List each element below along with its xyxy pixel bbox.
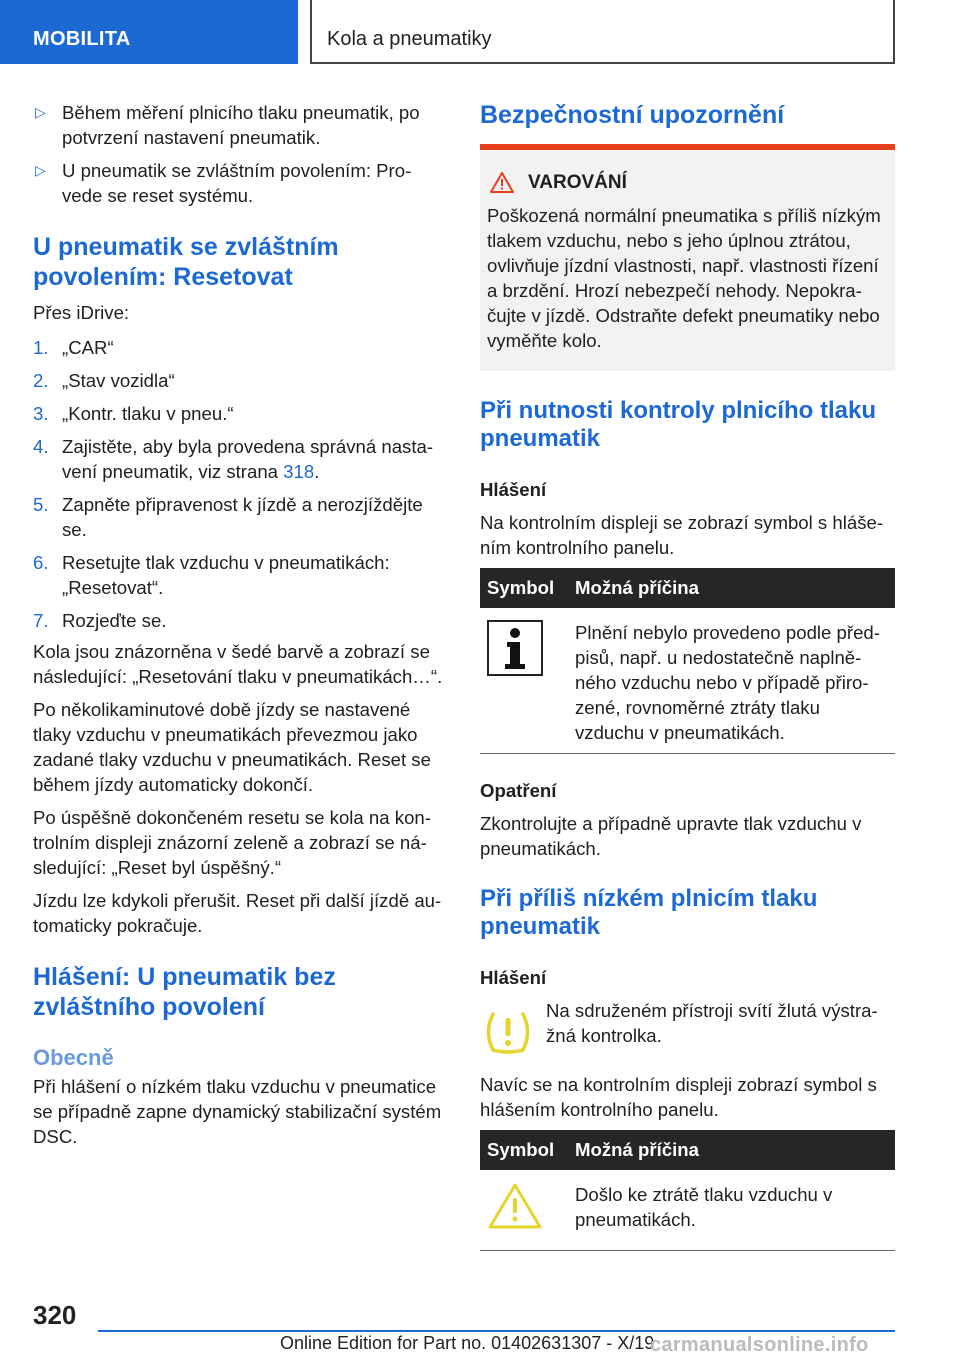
- col-cause: Možná příčina: [568, 568, 895, 608]
- warning-text: Poškozená normální pneumatika s příliš nízkým tlakem vzduchu, nebo s jeho úplnou ztrátou, ovlivňuje jízdní vlastnosti, např. vlastnosti řízení a brzdění. Hrozí nebezpečí nehody. Nepokra-čujte v jízdě. Odstraňte defekt pneumatiky nebo vyměňte kolo.: [487, 205, 881, 351]
- table-row: [480, 1170, 895, 1251]
- list-item: ▷ U pneumatik se zvláštním povolením: Pro-vede se reset systému.: [35, 160, 412, 206]
- condition-list: [33, 100, 448, 208]
- page-link[interactable]: 318: [283, 461, 315, 482]
- edition-text: Online Edition for Part no. 01402631307 - X/19: [280, 1333, 655, 1353]
- list-item: 7. Rozjeďte se.: [33, 610, 167, 631]
- measure-label: Opatření: [480, 780, 557, 801]
- tire-pressure-warning-icon: [480, 1006, 536, 1058]
- triangle-bullet-icon: ▷: [35, 162, 46, 178]
- paragraph: Navíc se na kontrolním displeji zobrazí symbol s hlášením kontrolního panelu.: [480, 1074, 877, 1120]
- cause-cell: Plnění nebylo provedeno podle před-pisů, např. u nedostatečně naplně-ného vzduchu nebo v případě přiro-zené, rovnoměrné ztráty tlaku vzduchu v pneumatikách.: [568, 608, 895, 754]
- heading-low: Při příliš nízkém plnicím tlaku pneumatik: [480, 885, 818, 940]
- paragraph: Na kontrolním displeji se zobrazí symbol s hláše-ním kontrolního panelu.: [480, 512, 884, 558]
- via-idrive: Přes iDrive:: [33, 302, 130, 323]
- message-label: Hlášení: [480, 967, 547, 988]
- paragraph: Zkontrolujte a případně upravte tlak vzduchu v pneumatikách.: [480, 813, 862, 859]
- cause-cell: Došlo ke ztrátě tlaku vzduchu v pneumatikách.: [568, 1170, 895, 1251]
- col-cause: Možná příčina: [568, 1130, 895, 1170]
- list-item: 6. Resetujte tlak vzduchu v pneumatikách: „Resetovat“.: [33, 552, 390, 598]
- table-row: [480, 608, 895, 754]
- chapter-title: Kola a pneumatiky: [310, 0, 895, 64]
- list-item: 3. „Kontr. tlaku v pneu.“: [33, 403, 234, 424]
- watermark: carmanualsonline.info: [650, 1334, 869, 1356]
- list-item: 2. „Stav vozidla“: [33, 370, 175, 391]
- message-label: Hlášení: [480, 479, 547, 500]
- lamp-text: Na sdruženém přístroji svítí žlutá výstra-žná kontrolka.: [546, 1000, 878, 1046]
- lamp-row: [480, 998, 895, 1058]
- paragraph: Při hlášení o nízkém tlaku vzduchu v pneumatice se případně zapne dynamický stabilizační systém DSC.: [33, 1076, 442, 1147]
- right-column: [480, 100, 895, 1251]
- paragraph: Po několikaminutové době jízdy se nastavené tlaky vzduchu v pneumatikách převezmou jako zadané tlaky vzduchu v pneumatikách. Reset se během jízdy automaticky dokončí.: [33, 699, 431, 795]
- heading-check: Při nutnosti kontroly plnicího tlaku pneumatik: [480, 397, 877, 452]
- page-number: 320: [33, 1300, 77, 1330]
- warning-box: [480, 144, 895, 371]
- section-tab: MOBILITA: [0, 0, 298, 64]
- heading-reset: U pneumatik se zvláštním povolením: Resetovat: [33, 233, 339, 291]
- table-header: [480, 1130, 895, 1170]
- heading-safety: Bezpečnostní upozornění: [480, 101, 785, 129]
- list-item: 4. Zajistěte, aby byla provedena správná nasta-vení pneumatik, viz strana 318.: [33, 436, 434, 482]
- paragraph: Jízdu lze kdykoli přerušit. Reset při další jízdě au-tomaticky pokračuje.: [33, 890, 442, 936]
- paragraph: Kola jsou znázorněna v šedé barvě a zobrazí se následující: „Resetování tlaku v pneumatikách…“.: [33, 641, 443, 687]
- warning-triangle-icon: [490, 172, 514, 193]
- info-icon: [487, 620, 543, 676]
- list-item: 1. „CAR“: [33, 337, 114, 358]
- heading-report: Hlášení: U pneumatik bez zvláštního povolení: [33, 963, 336, 1021]
- warning-title: VAROVÁNÍ: [487, 170, 887, 195]
- col-symbol: Symbol: [480, 1130, 568, 1170]
- heading-general: Obecně: [33, 1045, 114, 1070]
- col-symbol: Symbol: [480, 568, 568, 608]
- list-item: ▷ Během měření plnicího tlaku pneumatik, po potvrzení nastavení pneumatik.: [35, 102, 420, 148]
- left-column: [33, 100, 448, 1149]
- list-item: 5. Zapněte připravenost k jízdě a nerozjíždějte se.: [33, 494, 423, 540]
- warning-triangle-icon: [487, 1182, 543, 1230]
- triangle-bullet-icon: ▷: [35, 104, 46, 120]
- table-header: [480, 568, 895, 608]
- symbol-table: [480, 1130, 895, 1251]
- symbol-table: [480, 568, 895, 754]
- paragraph: Po úspěšně dokončeném resetu se kola na kon-trolním displeji znázorní zeleně a zobrazí se ná-sledující: „Reset byl úspěšný.“: [33, 807, 431, 878]
- steps-list: [33, 335, 448, 633]
- footer-divider: [98, 1330, 895, 1332]
